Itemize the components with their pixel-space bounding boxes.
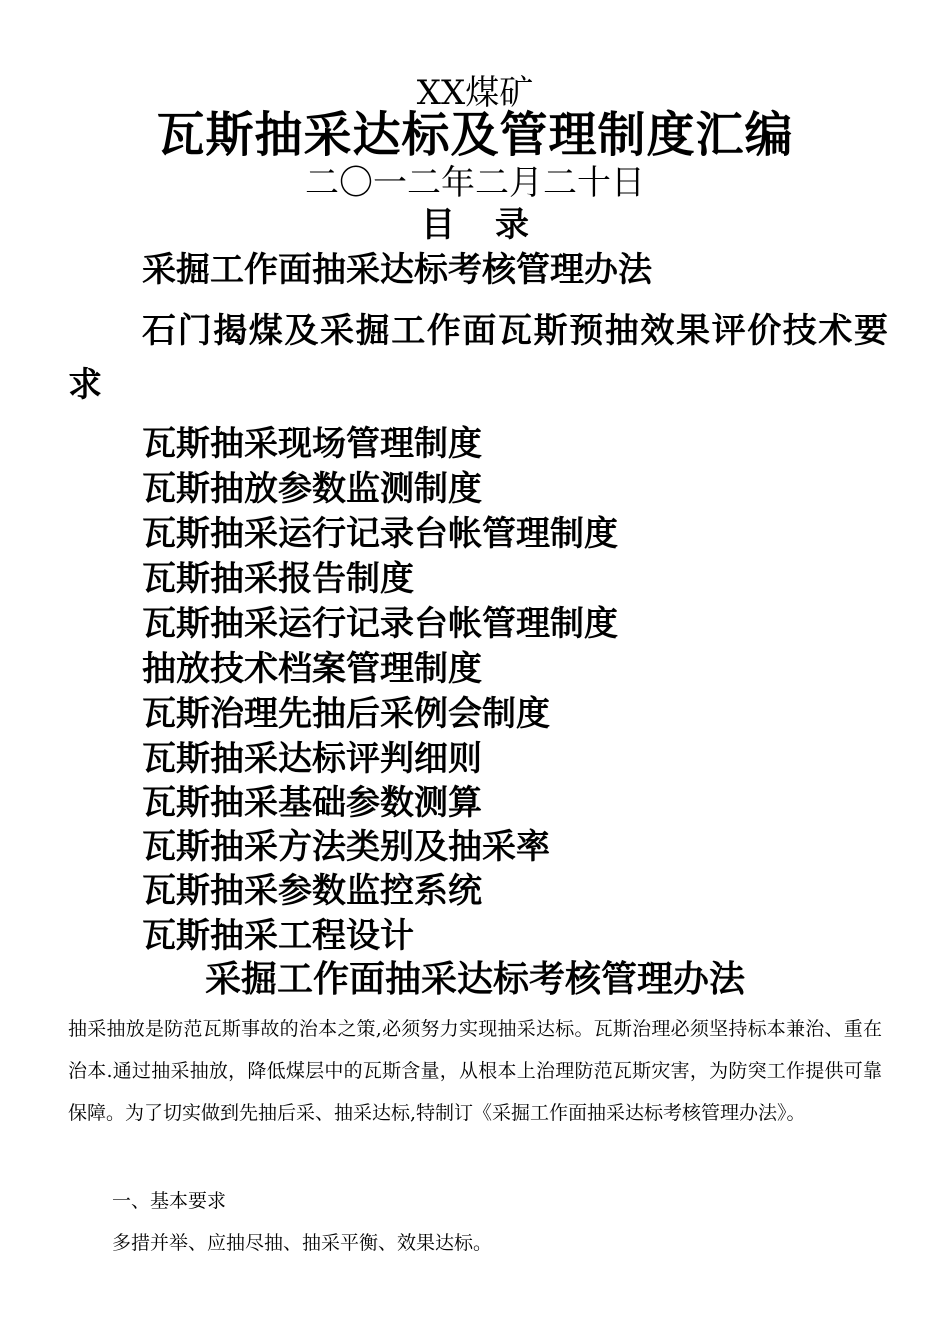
document-title: 瓦斯抽采达标及管理制度汇编 (156, 107, 794, 163)
section-title: 采掘工作面抽采达标考核管理办法 (204, 958, 745, 1000)
requirement-paragraph: 多措并举、应抽尽抽、抽采平衡、效果达标。 (112, 1232, 493, 1254)
toc-item: 瓦斯抽采基础参数测算 (142, 783, 482, 823)
toc-item: 瓦斯抽放参数监测制度 (142, 469, 482, 509)
toc-heading-left: 目 (421, 205, 455, 245)
toc-item: 瓦斯抽采运行记录台帐管理制度 (142, 604, 618, 644)
mine-name: XX煤矿 (416, 73, 534, 113)
toc-item: 瓦斯抽采运行记录台帐管理制度 (142, 514, 618, 554)
toc-item: 瓦斯抽采报告制度 (142, 559, 414, 599)
intro-paragraph: 抽采抽放是防范瓦斯事故的治本之策,必须努力实现抽采达标。瓦斯治理必须坚持标本兼治、重在治本.通过抽采抽放，降低煤层中的瓦斯含量，从根本上治理防范瓦斯灾害，为防突工作提供可靠保障。为了切实做到先抽后采、抽采达标,特制订《采掘工作面抽采达标考核管理办法》。 (68, 1018, 882, 1124)
toc-heading-right: 录 (495, 205, 529, 245)
toc-item: 瓦斯抽采现场管理制度 (142, 424, 482, 464)
toc-item: 瓦斯抽采工程设计 (142, 916, 414, 956)
toc-item: 瓦斯抽采参数监控系统 (142, 871, 482, 911)
toc-item: 瓦斯抽采方法类别及抽采率 (142, 827, 550, 867)
toc-heading (0, 204, 950, 246)
toc-item: 抽放技术档案管理制度 (142, 649, 482, 689)
toc-item: 瓦斯抽采达标评判细则 (142, 739, 482, 779)
document-date: 二〇一二年二月二十日 (305, 163, 645, 203)
toc-item: 瓦斯治理先抽后采例会制度 (142, 694, 550, 734)
toc-item: 石门揭煤及采掘工作面瓦斯预抽效果评价技术要求 (68, 311, 888, 405)
subheading: 一、基本要求 (112, 1190, 227, 1212)
toc-item: 采掘工作面抽采达标考核管理办法 (142, 250, 652, 290)
